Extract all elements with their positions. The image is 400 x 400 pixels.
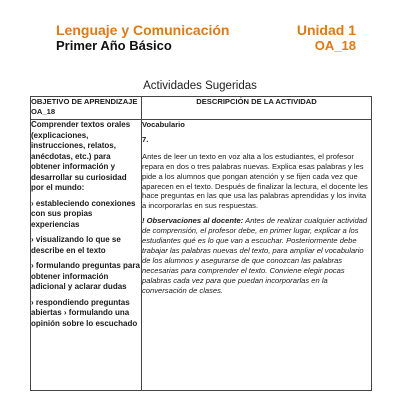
objective-main-text: Comprender textos orales (explicaciones, instrucciones, relatos, anécdotas, etc.) para obtener información y desarrollar su curiosidad por el mundo: [31,120,131,192]
objective-item: › visualizando lo que se describe en el texto [31,235,121,255]
page-header [56,22,356,56]
activity-description: Antes de leer un texto en voz alta a los estudiantes, el profesor repara en dos o tres palabras nuevas. Explica esas palabras y les pide a los alumnos que pongan atención y se fijen cada vez que aparecen en el texto. Después de finalizar la lectura, el docente les hace preguntas en las que usa las palabras aprendidas y los invita a incorporarlas en sus respuestas. [142,151,368,211]
observation-text: Antes de realizar cualquier actividad de comprensión, el profesor debe, en primer lugar, explicar a los estudiantes qué es lo que van a escuchar. Posteriormente debe trabajar las palabras nuevas del texto, para ampliar el vocabulario de los alumnos y asegurarse de que conozcan las palabras necesarias para comprender el texto. Conviene elegir pocas palabras cada vez para que puedan incorporarlas en la conversación de clases. [142,216,368,295]
objective-code: OA_18 [314,38,356,53]
activity-number: 7. [142,134,149,144]
activity-column-header: DESCRIPCIÓN DE LA ACTIVIDAD [142,97,372,120]
activity-category: Vocabulario [142,120,185,129]
header-left [56,22,229,54]
section-title: Actividades Sugeridas [143,80,257,92]
header-right [297,22,356,54]
table-header-row [31,97,372,120]
objective-cell [31,120,142,391]
objective-item: › respondiendo preguntas abiertas › formulando una opinión sobre lo escuchado [31,297,138,328]
objective-item: › estableciendo conexiones con sus propias experiencias [31,198,136,229]
observation-label: ! Observaciones al docente: [142,216,244,226]
objective-column-header: OBJETIVO DE APRENDIZAJE OA_18 [31,97,142,120]
activities-table [30,96,372,391]
subject-title: Lenguaje y Comunicación [56,22,230,38]
unit-label: Unidad 1 [296,22,356,38]
grade-level: Primer Año Básico [56,38,172,53]
objective-item: › formulando preguntas para obtener información adicional y aclarar dudas [31,261,140,291]
table-row [31,120,372,391]
activity-cell [142,120,372,391]
teacher-observations [142,216,371,295]
